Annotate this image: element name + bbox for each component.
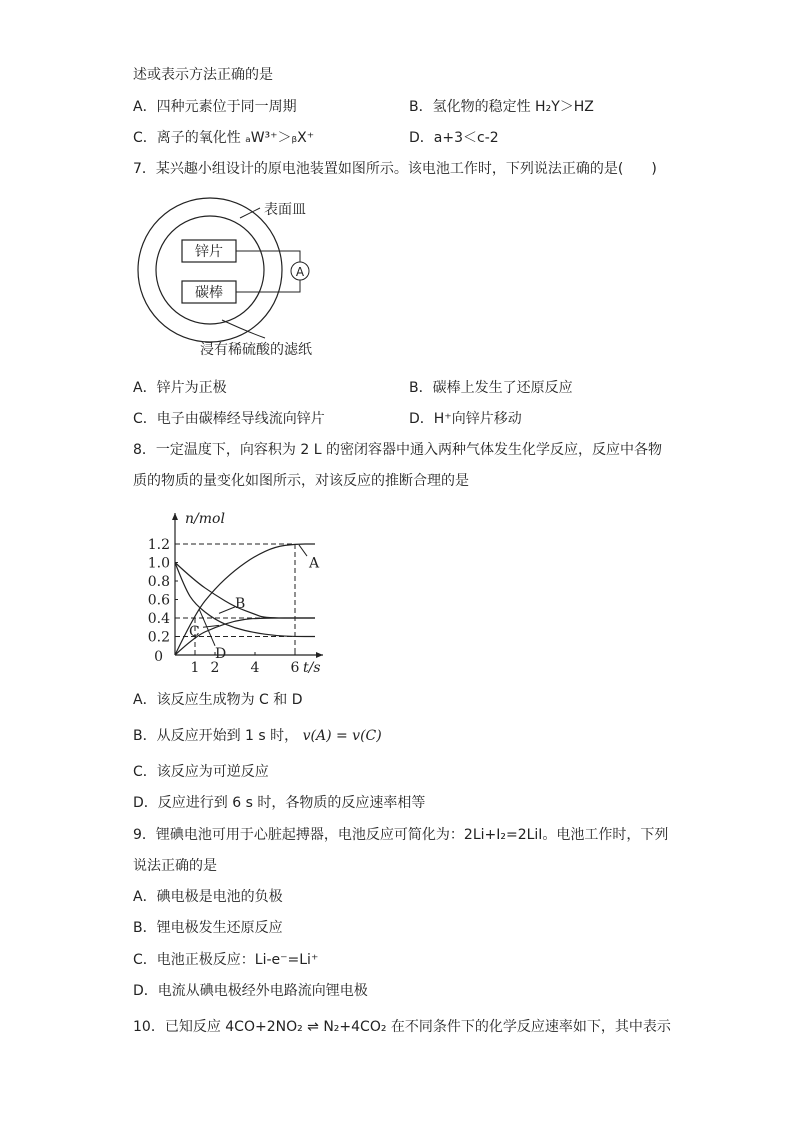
q7-option-d: D．H⁺向锌片移动 xyxy=(409,411,522,427)
y-tick-label: 0.6 xyxy=(147,592,170,609)
y-tick-label: 1.2 xyxy=(147,537,170,553)
origin-label: 0 xyxy=(154,649,163,665)
x-tick-label: 4 xyxy=(250,660,260,676)
dish-inner-circle xyxy=(156,216,264,324)
x-tick-label: 1 xyxy=(190,660,200,676)
q9-stem-line2: 说法正确的是 xyxy=(133,858,217,874)
q6-option-b: B．氢化物的稳定性 H₂Y＞HZ xyxy=(409,99,594,115)
q8-option-b-prefix: B．从反应开始到 1 s 时， xyxy=(133,728,299,744)
series-label-b: B xyxy=(235,596,246,613)
q8-mole-time-chart xyxy=(135,505,350,680)
y-tick-label: 1.0 xyxy=(147,555,170,572)
series-label-d: D xyxy=(215,646,227,663)
series-label-a: A xyxy=(309,555,320,572)
q9-option-b: B．锂电极发生还原反应 xyxy=(133,920,283,936)
q6-stem-tail: 述或表示方法正确的是 xyxy=(133,67,273,83)
wire-bottom xyxy=(236,280,300,292)
q6-option-a: A．四种元素位于同一周期 xyxy=(133,99,297,115)
y-axis-arrow xyxy=(172,513,178,520)
q8-stem-line1: 8．一定温度下，向容积为 2 L 的密闭容器中通入两种气体发生化学反应，反应中各物 xyxy=(133,442,662,458)
q9-option-a: A．碘电极是电池的负极 xyxy=(133,889,283,905)
label-dish: 表面皿 xyxy=(264,202,306,218)
x-tick-label: 2 xyxy=(210,660,220,676)
leader-d xyxy=(199,609,215,646)
q7-option-c: C．电子由碳棒经导线流向锌片 xyxy=(133,411,325,427)
q7-option-b: B．碳棒上发生了还原反应 xyxy=(409,380,573,396)
y-tick-label: 0.4 xyxy=(147,611,170,627)
wire-top xyxy=(236,251,300,262)
q8-option-b-formula: v(A) = v(C) xyxy=(302,728,382,744)
leader-a xyxy=(299,545,307,556)
label-paper: 浸有稀硫酸的滤纸 xyxy=(200,342,312,358)
q9-stem-line1: 9．锂碘电池可用于心脏起搏器，电池反应可简化为：2Li+I₂=2LiI。电池工作时，下列 xyxy=(133,827,669,843)
q9-option-c: C．电池正极反应：Li-e⁻=Li⁺ xyxy=(133,952,319,968)
q8-option-d: D．反应进行到 6 s 时，各物质的反应速率相等 xyxy=(133,795,426,811)
dish-outer-circle xyxy=(138,198,282,342)
leader-b xyxy=(219,607,235,613)
label-carbon: 碳棒 xyxy=(195,285,223,301)
label-zinc: 锌片 xyxy=(195,244,223,260)
q8-option-c: C．该反应为可逆反应 xyxy=(133,764,269,780)
q7-stem: 7．某兴趣小组设计的原电池装置如图所示。该电池工作时，下列说法正确的是( ) xyxy=(133,161,657,177)
q10-stem: 10．已知反应 4CO+2NO₂ ⇌ N₂+4CO₂ 在不同条件下的化学反应速率如下，其中表示 xyxy=(133,1019,671,1035)
q6-option-d: D．a+3＜c-2 xyxy=(409,130,499,146)
x-tick-label: 6 xyxy=(290,660,300,676)
q7-galvanic-cell-figure xyxy=(130,190,350,365)
q8-option-b xyxy=(133,726,382,746)
y-tick-label: 0.2 xyxy=(147,629,170,646)
x-axis-arrow xyxy=(316,652,323,658)
label-ammeter: A xyxy=(295,265,305,279)
q6-option-c: C．离子的氧化性 ₐW³⁺＞ᵦX⁺ xyxy=(133,130,315,146)
x-axis-label: t/s xyxy=(303,660,321,676)
y-axis-label: n/mol xyxy=(185,511,225,527)
q8-stem-line2: 质的物质的量变化如图所示，对该反应的推断合理的是 xyxy=(133,473,469,489)
q8-option-a: A．该反应生成物为 C 和 D xyxy=(133,692,303,708)
q7-option-a: A．锌片为正极 xyxy=(133,380,227,396)
q9-option-d: D．电流从碘电极经外电路流向锂电极 xyxy=(133,983,368,999)
y-tick-label: 0.8 xyxy=(147,574,170,590)
series-label-c: C xyxy=(189,623,200,640)
